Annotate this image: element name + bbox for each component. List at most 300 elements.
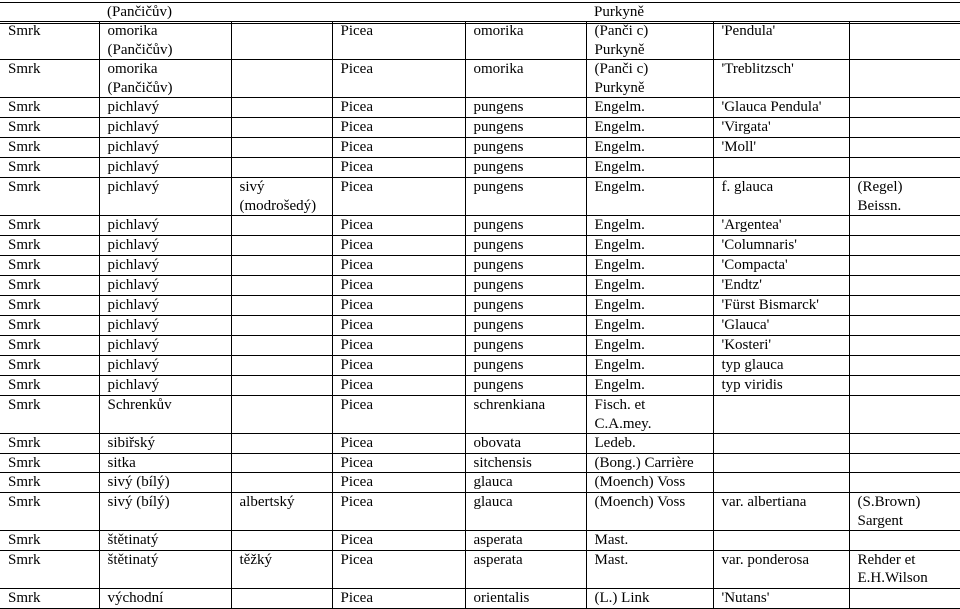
author-text: (Panči c) [595,60,713,79]
species-text: sitchensis [474,454,586,473]
variety-common-cell [231,316,332,336]
species-cell [465,453,586,473]
cultivar-text: 'Kosteri' [722,336,849,355]
variety-common-text: (modrošedý) [240,197,332,216]
species-cell [465,356,586,376]
cultivar-text: f. glauca [722,178,849,197]
species-text: omorika [474,22,586,41]
genus-common-text: Smrk [8,473,99,492]
species-cell [465,276,586,296]
genus-common-text: Smrk [8,60,99,79]
author-cell [586,158,713,178]
common-name-text: omorika [108,22,231,41]
author-text: Purkyně [595,79,713,98]
common-name-cell [99,588,231,608]
author-cell [586,588,713,608]
cultivar-text: 'Glauca Pendula' [722,98,849,117]
cultivar-text: 'Columnaris' [722,236,849,255]
author-text: Engelm. [595,118,713,137]
genus-cell [332,396,465,434]
table-row [0,550,960,588]
infra-author-cell [849,256,960,276]
cultivar-cell [713,118,849,138]
table-row [0,396,960,434]
genus-text: Picea [341,454,465,473]
author-cell [586,336,713,356]
genus-common-cell [0,493,99,531]
variety-common-cell [231,158,332,178]
common-name-text: sivý (bílý) [108,473,231,492]
table-row [0,316,960,336]
variety-common-cell [231,138,332,158]
common-name-cell [99,531,231,551]
genus-common-text: Smrk [8,316,99,335]
variety-common-cell [231,531,332,551]
cultivar-text: 'Nutans' [722,589,849,608]
infra-author-text: (Regel) [858,178,960,197]
cultivar-cell [713,376,849,396]
table-row [0,178,960,216]
genus-common-cell [0,453,99,473]
author-cell [586,296,713,316]
genus-common-cell [0,473,99,493]
genus-cell [332,256,465,276]
common-name-cell [99,473,231,493]
cultivar-cell [713,276,849,296]
author-text: Mast. [595,551,713,570]
author-cell [586,236,713,256]
infra-author-cell [849,138,960,158]
variety-common-cell [231,336,332,356]
cultivar-text: typ viridis [722,376,849,395]
genus-cell [332,178,465,216]
species-text: pungens [474,216,586,235]
common-name-cell [99,138,231,158]
infra-author-cell [849,236,960,256]
genus-cell [332,356,465,376]
species-text: pungens [474,178,586,197]
common-name-text: sivý (bílý) [108,493,231,512]
common-name-text: (Pančičův) [108,79,231,98]
author-text: Engelm. [595,236,713,255]
genus-common-cell [0,60,99,98]
variety-common-cell [231,236,332,256]
cultivar-text: 'Argentea' [722,216,849,235]
common-name-cell [99,236,231,256]
author-text: C.A.mey. [595,415,713,434]
cultivar-cell [713,98,849,118]
author-cell [586,396,713,434]
common-name-text: sitka [108,454,231,473]
cultivar-cell [713,22,849,60]
infra-author-cell [849,118,960,138]
common-name-text: štětinatý [108,531,231,550]
table-row [0,138,960,158]
author-cell [586,316,713,336]
species-text: pungens [474,118,586,137]
genus-common-cell [0,434,99,454]
author-text: (Panči c) [595,22,713,41]
genus-common-cell [0,550,99,588]
infra-author-cell [849,493,960,531]
cultivar-cell [713,531,849,551]
species-cell [465,118,586,138]
table-row [0,158,960,178]
species-cell [465,336,586,356]
table-row [0,453,960,473]
genus-text: Picea [341,98,465,117]
infra-author-cell [849,98,960,118]
genus-cell [332,550,465,588]
cultivar-text: 'Glauca' [722,316,849,335]
infra-author-cell [849,336,960,356]
genus-common-text: Smrk [8,396,99,415]
common-name-cell [99,216,231,236]
common-name-text: pichlavý [108,216,231,235]
infra-author-cell [849,434,960,454]
species-text: asperata [474,551,586,570]
infra-author-cell [849,276,960,296]
genus-text: Picea [341,276,465,295]
common-name-cell [99,376,231,396]
genus-cell [332,22,465,60]
author-cell [586,473,713,493]
author-cell [586,276,713,296]
genus-cell [332,434,465,454]
infra-author-cell [849,453,960,473]
genus-common-text: Smrk [8,454,99,473]
cultivar-text: 'Pendula' [722,22,849,41]
author-cell [586,356,713,376]
author-text: Engelm. [595,98,713,117]
common-name-text: pichlavý [108,296,231,315]
cultivar-cell [713,453,849,473]
infra-author-text: E.H.Wilson [858,569,960,588]
species-cell [465,376,586,396]
common-name-cell [99,22,231,60]
author-text: Purkyně [595,41,713,60]
cultivar-text: 'Compacta' [722,256,849,275]
common-name-text: pichlavý [108,336,231,355]
common-name-text: pichlavý [108,276,231,295]
author-text: Engelm. [595,356,713,375]
genus-cell [332,296,465,316]
genus-common-cell [0,376,99,396]
variety-common-text: sivý [240,178,332,197]
common-name-text: Schrenkův [108,396,231,415]
infra-author-cell [849,396,960,434]
common-name-cell [99,396,231,434]
species-cell [465,396,586,434]
genus-cell [332,588,465,608]
infra-author-cell [849,376,960,396]
variety-common-cell [231,550,332,588]
common-name-text: východní [108,589,231,608]
common-name-cell [99,316,231,336]
cultivar-cell [713,356,849,376]
common-name-text: štětinatý [108,551,231,570]
species-cell [465,550,586,588]
genus-common-text: Smrk [8,296,99,315]
cultivar-cell [713,336,849,356]
table-row [0,376,960,396]
infra-author-cell [849,178,960,216]
genus-cell [332,473,465,493]
cultivar-text: 'Fürst Bismarck' [722,296,849,315]
cultivar-text: var. albertiana [722,493,849,512]
fragment-author: Purkyně [586,3,713,24]
common-name-text: pichlavý [108,376,231,395]
variety-common-cell [231,296,332,316]
genus-cell [332,493,465,531]
author-text: Engelm. [595,336,713,355]
genus-common-cell [0,98,99,118]
cultivar-cell [713,396,849,434]
author-text: (Bong.) Carrière [595,454,713,473]
genus-common-text: Smrk [8,551,99,570]
genus-text: Picea [341,256,465,275]
species-text: pungens [474,296,586,315]
table-row [0,531,960,551]
species-cell [465,138,586,158]
table-row [0,60,960,98]
genus-common-cell [0,236,99,256]
species-text: glauca [474,473,586,492]
common-name-text: pichlavý [108,118,231,137]
species-cell [465,98,586,118]
genus-cell [332,316,465,336]
variety-common-cell [231,60,332,98]
variety-common-cell [231,356,332,376]
infra-author-cell [849,22,960,60]
variety-common-cell [231,118,332,138]
genus-cell [332,531,465,551]
common-name-text: pichlavý [108,138,231,157]
common-name-text: omorika [108,60,231,79]
author-cell [586,453,713,473]
common-name-cell [99,493,231,531]
genus-cell [332,118,465,138]
variety-common-cell [231,98,332,118]
cultivar-text: var. ponderosa [722,551,849,570]
infra-author-text: Sargent [858,512,960,531]
genus-common-text: Smrk [8,589,99,608]
cultivar-cell [713,473,849,493]
author-cell [586,434,713,454]
genus-cell [332,98,465,118]
variety-common-cell [231,276,332,296]
cultivar-cell [713,216,849,236]
species-text: pungens [474,336,586,355]
genus-common-text: Smrk [8,356,99,375]
table-row [0,588,960,608]
common-name-cell [99,98,231,118]
cultivar-cell [713,178,849,216]
genus-common-cell [0,356,99,376]
variety-common-cell [231,453,332,473]
infra-author-cell [849,473,960,493]
species-text: glauca [474,493,586,512]
genus-common-cell [0,158,99,178]
genus-cell [332,236,465,256]
genus-text: Picea [341,396,465,415]
cultivar-text: 'Virgata' [722,118,849,137]
author-text: Engelm. [595,296,713,315]
author-cell [586,60,713,98]
genus-text: Picea [341,336,465,355]
infra-author-cell [849,296,960,316]
genus-text: Picea [341,493,465,512]
species-text: pungens [474,98,586,117]
species-text: orientalis [474,589,586,608]
common-name-text: pichlavý [108,316,231,335]
genus-common-cell [0,276,99,296]
variety-common-cell [231,22,332,60]
cultivar-cell [713,138,849,158]
cultivar-cell [713,588,849,608]
table-row [0,493,960,531]
species-cell [465,296,586,316]
common-name-text: pichlavý [108,236,231,255]
genus-common-text: Smrk [8,256,99,275]
cultivar-cell [713,296,849,316]
cultivar-text: 'Endtz' [722,276,849,295]
genus-common-cell [0,588,99,608]
genus-text: Picea [341,551,465,570]
genus-common-text: Smrk [8,236,99,255]
common-name-text: pichlavý [108,256,231,275]
cultivar-cell [713,236,849,256]
common-name-cell [99,60,231,98]
genus-common-cell [0,216,99,236]
genus-common-text: Smrk [8,98,99,117]
cultivar-text: 'Treblitzsch' [722,60,849,79]
author-text: Engelm. [595,178,713,197]
genus-cell [332,276,465,296]
author-cell [586,550,713,588]
variety-common-cell [231,396,332,434]
genus-common-cell [0,336,99,356]
genus-text: Picea [341,60,465,79]
author-text: (Moench) Voss [595,473,713,492]
genus-text: Picea [341,118,465,137]
genus-common-cell [0,396,99,434]
author-text: Fisch. et [595,396,713,415]
common-name-cell [99,118,231,138]
genus-common-text: Smrk [8,493,99,512]
common-name-cell [99,453,231,473]
common-name-cell [99,550,231,588]
table-row [0,434,960,454]
table-row [0,22,960,60]
genus-common-cell [0,296,99,316]
author-cell [586,22,713,60]
cultivar-cell [713,158,849,178]
genus-cell [332,336,465,356]
species-cell [465,236,586,256]
infra-author-text: Rehder et [858,551,960,570]
species-cell [465,256,586,276]
cultivar-cell [713,550,849,588]
author-text: Engelm. [595,138,713,157]
common-name-text: sibiřský [108,434,231,453]
species-text: omorika [474,60,586,79]
genus-cell [332,376,465,396]
species-table [0,21,960,609]
infra-author-cell [849,550,960,588]
genus-cell [332,60,465,98]
genus-text: Picea [341,473,465,492]
species-cell [465,178,586,216]
species-text: pungens [474,236,586,255]
genus-common-text: Smrk [8,376,99,395]
table-row [0,336,960,356]
cultivar-text: 'Moll' [722,138,849,157]
species-text: asperata [474,531,586,550]
cultivar-cell [713,434,849,454]
author-text: Mast. [595,531,713,550]
author-cell [586,531,713,551]
genus-text: Picea [341,356,465,375]
infra-author-cell [849,60,960,98]
genus-common-text: Smrk [8,531,99,550]
common-name-text: (Pančičův) [108,41,231,60]
species-text: pungens [474,356,586,375]
infra-author-cell [849,316,960,336]
author-cell [586,493,713,531]
variety-common-cell [231,493,332,531]
infra-author-cell [849,356,960,376]
genus-text: Picea [341,22,465,41]
author-text: (Moench) Voss [595,493,713,512]
species-cell [465,493,586,531]
common-name-cell [99,434,231,454]
cultivar-cell [713,493,849,531]
infra-author-cell [849,216,960,236]
genus-cell [332,158,465,178]
author-text: Engelm. [595,376,713,395]
variety-common-cell [231,178,332,216]
variety-common-cell [231,256,332,276]
species-text: pungens [474,316,586,335]
genus-common-text: Smrk [8,178,99,197]
table-row [0,356,960,376]
author-cell [586,256,713,276]
common-name-cell [99,178,231,216]
genus-common-cell [0,178,99,216]
infra-author-text: Beissn. [858,197,960,216]
species-text: pungens [474,138,586,157]
common-name-text: pichlavý [108,178,231,197]
author-cell [586,178,713,216]
genus-text: Picea [341,216,465,235]
cultivar-cell [713,60,849,98]
species-cell [465,531,586,551]
species-text: pungens [474,276,586,295]
variety-common-cell [231,434,332,454]
table-row [0,256,960,276]
author-text: Engelm. [595,316,713,335]
author-text: (L.) Link [595,589,713,608]
author-cell [586,98,713,118]
species-cell [465,588,586,608]
variety-common-cell [231,216,332,236]
species-cell [465,22,586,60]
author-text: Engelm. [595,216,713,235]
genus-common-text: Smrk [8,138,99,157]
genus-common-cell [0,531,99,551]
author-text: Ledeb. [595,434,713,453]
